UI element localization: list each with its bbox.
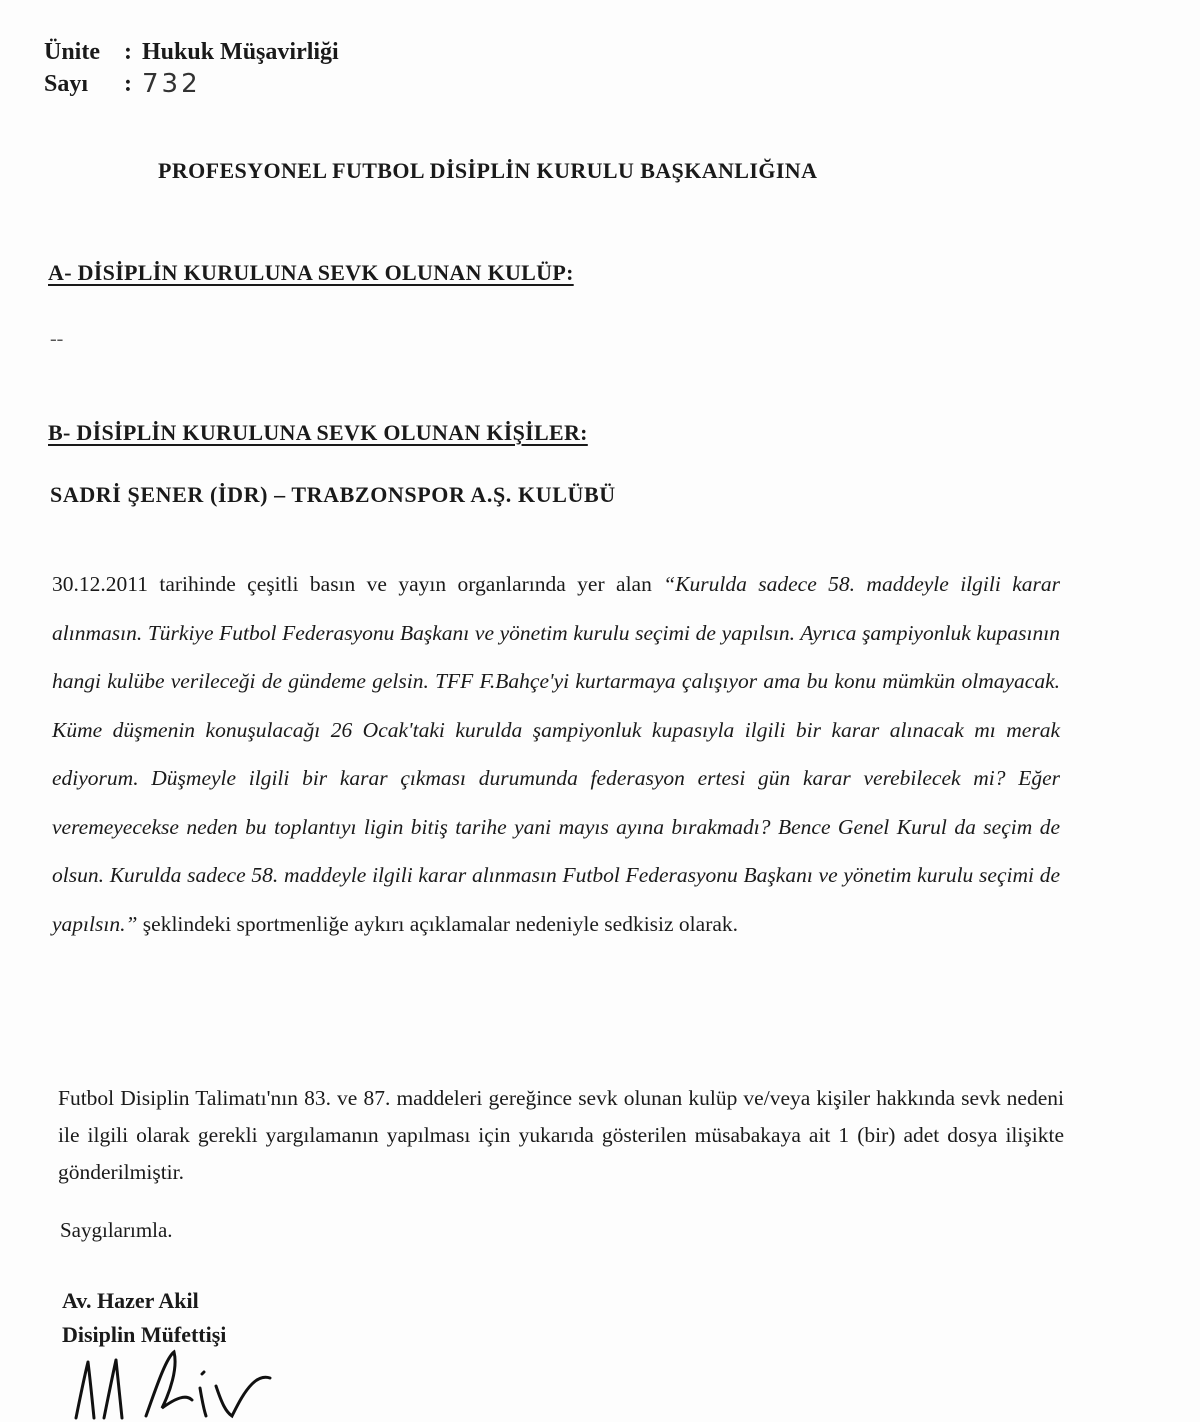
number-separator: : [124, 71, 132, 97]
signatory-title: Disiplin Müfettişi [62, 1322, 227, 1347]
referred-person: SADRİ ŞENER (İDR) – TRABZONSPOR A.Ş. KULÜBÜ [50, 482, 616, 507]
body-tail: şeklindeki sportmenliğe aykırı açıklamalar nedeniyle sedkisiz olarak. [137, 911, 739, 936]
number-label: Sayı [44, 71, 89, 97]
section-a-heading: A- DİSİPLİN KURULUNA SEVK OLUNAN KULÜP: [48, 260, 574, 285]
signatory-name: Av. Hazer Akil [62, 1288, 199, 1313]
section-b-heading: B- DİSİPLİN KURULUNA SEVK OLUNAN KİŞİLER: [48, 420, 588, 445]
unit-separator: : [124, 39, 132, 65]
handwritten-signature [66, 1348, 286, 1422]
signatory-block [62, 1284, 226, 1352]
unit-label: Ünite [44, 39, 100, 65]
unit-value: Hukuk Müşavirliği [142, 39, 339, 65]
regards-line: Saygılarımla. [60, 1218, 173, 1242]
body-quote: “Kurulda sadece 58. maddeyle ilgili karar alınmasın. Türkiye Futbol Federasyonu Başkanı ve yönetim kurulu seçimi de yapılsın. Ayrıca şampiyonluk kupasının hangi kulübe verileceği de gündeme gelsin. TFF F.Bahçe'yi kurtarmaya çalışıyor ama bu konu mümkün olmayacak. Küme düşmenin konuşulacağı 26 Ocak'taki kurulda şampiyonluk kupasıyla ilgili bir karar alınacak mı merak ediyorum. Düşmeyle ilgili bir karar çıkması durumunda federasyon ertesi gün karar verebilecek mi? Eğer veremeyecekse neden bu toplantıyı ligin bitiş tarihe yani mayıs ayına bırakmadı? Bence Genel Kurul da seçim de olsun. Kurulda sadece 58. maddeyle ilgili karar alınmasın Futbol Federasyonu Başkanı ve yönetim kurulu seçimi de yapılsın.” [52, 572, 1060, 936]
number-row [44, 68, 339, 100]
body-paragraph [52, 560, 1060, 948]
closing-paragraph: Futbol Disiplin Talimatı'nın 83. ve 87. maddeleri gereğince sevk olunan kulüp ve/veya kişiler hakkında sevk nedeni ile ilgili olarak gerekli yargılamanın yapılması için yukarıda gösterilen müsabakaya ait 1 (bir) adet dosya ilişikte gönderilmiştir. [58, 1086, 1064, 1184]
document-header [44, 36, 339, 100]
section-a-value: -- [50, 328, 64, 350]
body-lead: 30.12.2011 tarihinde çeşitli basın ve yayın organlarında yer alan [52, 572, 664, 596]
unit-row [44, 36, 339, 68]
recipient-title: PROFESYONEL FUTBOL DİSİPLİN KURULU BAŞKANLIĞINA [158, 158, 818, 183]
number-value: 732 [142, 69, 201, 99]
